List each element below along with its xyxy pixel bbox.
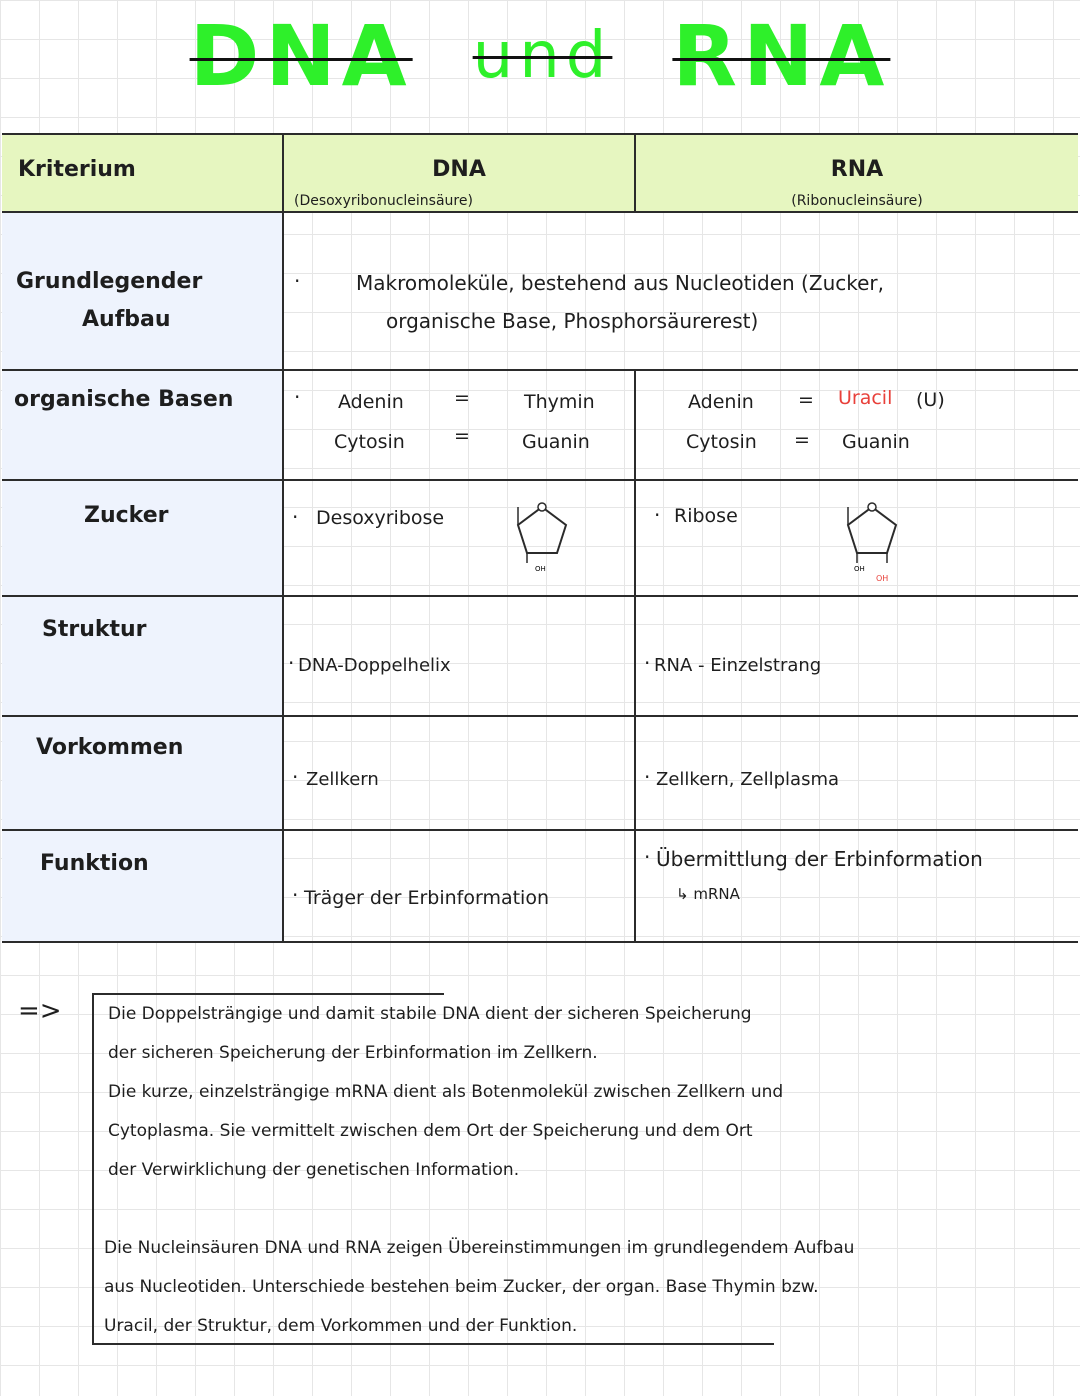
- rna-structure: RNA - Einzelstrang: [654, 655, 822, 676]
- funktion-label: Funktion: [40, 851, 149, 876]
- rna-uracil: Uracil: [838, 387, 893, 409]
- dna-adenin: Adenin: [338, 391, 404, 413]
- conclusion-line: der sicheren Speicherung der Erbinformation im Zellkern.: [108, 1043, 598, 1063]
- crit-struktur: [2, 596, 283, 716]
- row-funktion: [2, 830, 1078, 942]
- rna-heading: RNA: [830, 157, 884, 182]
- row-aufbau: [2, 212, 1078, 370]
- page-title: [0, 6, 1080, 106]
- dna-pair-eq2: =: [454, 425, 470, 447]
- bullet: ·: [654, 503, 661, 527]
- zucker-label: Zucker: [84, 503, 169, 528]
- dna-heading: DNA: [432, 157, 486, 182]
- bullet: ·: [292, 505, 299, 529]
- summary-paragraph: [104, 1229, 974, 1346]
- bullet: ·: [292, 765, 299, 789]
- dna-sugar-name: Desoxyribose: [316, 507, 445, 529]
- desoxyribose-ring-icon: [502, 495, 582, 575]
- aufbau-text-2: organische Base, Phosphorsäurerest): [386, 309, 759, 333]
- struktur-label: Struktur: [42, 617, 147, 642]
- rna-guanin: Guanin: [842, 431, 910, 453]
- bullet: ·: [644, 651, 651, 675]
- crit-aufbau: [2, 212, 283, 370]
- rna-uracil-abbr: (U): [916, 389, 945, 411]
- vorkommen-label: Vorkommen: [36, 735, 184, 760]
- dna-subheading: (Desoxyribonucleinsäure): [294, 193, 473, 209]
- bullet: ·: [294, 269, 301, 293]
- rna-subheading: (Ribonucleinsäure): [791, 193, 923, 209]
- conclusion-line: der Verwirklichung der genetischen Information.: [108, 1160, 520, 1180]
- aufbau-cell: [283, 212, 1078, 370]
- basen-dna: [283, 370, 635, 480]
- aufbau-label-1: Grundlegender: [16, 269, 203, 294]
- rna-adenin: Adenin: [688, 391, 754, 413]
- row-vorkommen: [2, 716, 1078, 830]
- rna-pair-eq1: =: [798, 389, 814, 411]
- row-basen: [2, 370, 1078, 480]
- zucker-dna: [283, 480, 635, 596]
- dna-location: Zellkern: [306, 769, 379, 790]
- row-zucker: [2, 480, 1078, 596]
- title-und: und: [472, 19, 613, 93]
- summary-line: Uracil, der Struktur, dem Vorkommen und der Funktion.: [104, 1316, 578, 1336]
- sugar-oh-label: OH: [535, 565, 546, 573]
- summary-line: aus Nucleotiden. Unterschiede bestehen beim Zucker, der organ. Base Thymin bzw.: [104, 1277, 819, 1297]
- funktion-dna: [283, 830, 635, 942]
- dna-structure: DNA-Doppelhelix: [298, 655, 451, 676]
- dna-pair-eq1: =: [454, 387, 470, 409]
- summary-line: Die Nucleinsäuren DNA und RNA zeigen Übereinstimmungen im grundlegendem Aufbau: [104, 1238, 855, 1258]
- rna-pair-eq2: =: [794, 429, 810, 451]
- comparison-table: [2, 133, 1078, 943]
- basen-label: organische Basen: [14, 387, 234, 412]
- funktion-rna: [635, 830, 1078, 942]
- table-header-row: [2, 134, 1078, 212]
- dna-thymin: Thymin: [524, 391, 595, 413]
- crit-basen: [2, 370, 283, 480]
- bullet: ·: [294, 385, 301, 409]
- header-rna: [635, 134, 1078, 212]
- zucker-rna: [635, 480, 1078, 596]
- rna-sugar-name: Ribose: [674, 505, 738, 527]
- rna-cytosin: Cytosin: [686, 431, 757, 453]
- aufbau-label-2: Aufbau: [82, 307, 171, 332]
- row-struktur: [2, 596, 1078, 716]
- conclusion-line: Cytoplasma. Sie vermittelt zwischen dem Ort der Speicherung und dem Ort: [108, 1121, 753, 1141]
- conclusion-paragraph: [108, 995, 978, 1190]
- bullet: ·: [288, 651, 295, 675]
- conclusion-arrow: =>: [18, 996, 62, 1026]
- title-dna: DNA: [189, 7, 413, 105]
- dna-guanin: Guanin: [522, 431, 590, 453]
- ribose-ring-icon: [832, 495, 912, 587]
- bullet: ·: [644, 765, 651, 789]
- basen-rna: [635, 370, 1078, 480]
- bullet: ·: [292, 883, 299, 907]
- dna-function: Träger der Erbinformation: [304, 887, 550, 909]
- bullet: ·: [644, 845, 651, 869]
- struktur-rna: [635, 596, 1078, 716]
- criterion-label: Kriterium: [18, 157, 136, 182]
- vorkommen-rna: [635, 716, 1078, 830]
- title-rna: RNA: [672, 7, 891, 105]
- sugar-oh-label: OH: [854, 565, 865, 573]
- rna-function: Übermittlung der Erbinformation: [656, 847, 983, 871]
- struktur-dna: [283, 596, 635, 716]
- header-dna: [283, 134, 635, 212]
- rna-location: Zellkern, Zellplasma: [656, 769, 840, 790]
- vorkommen-dna: [283, 716, 635, 830]
- header-criterion: [2, 134, 283, 212]
- dna-cytosin: Cytosin: [334, 431, 405, 453]
- sugar-oh-highlight: OH: [876, 574, 889, 583]
- crit-zucker: [2, 480, 283, 596]
- conclusion-line: Die Doppelsträngige und damit stabile DNA dient der sicheren Speicherung: [108, 1004, 752, 1024]
- rna-function-mrna: ↳ mRNA: [676, 885, 740, 903]
- conclusion-box: [92, 993, 855, 1345]
- aufbau-text-1: Makromoleküle, bestehend aus Nucleotiden (Zucker,: [356, 271, 884, 295]
- conclusion-line: Die kurze, einzelsträngige mRNA dient als Botenmolekül zwischen Zellkern und: [108, 1082, 784, 1102]
- crit-funktion: [2, 830, 283, 942]
- crit-vorkommen: [2, 716, 283, 830]
